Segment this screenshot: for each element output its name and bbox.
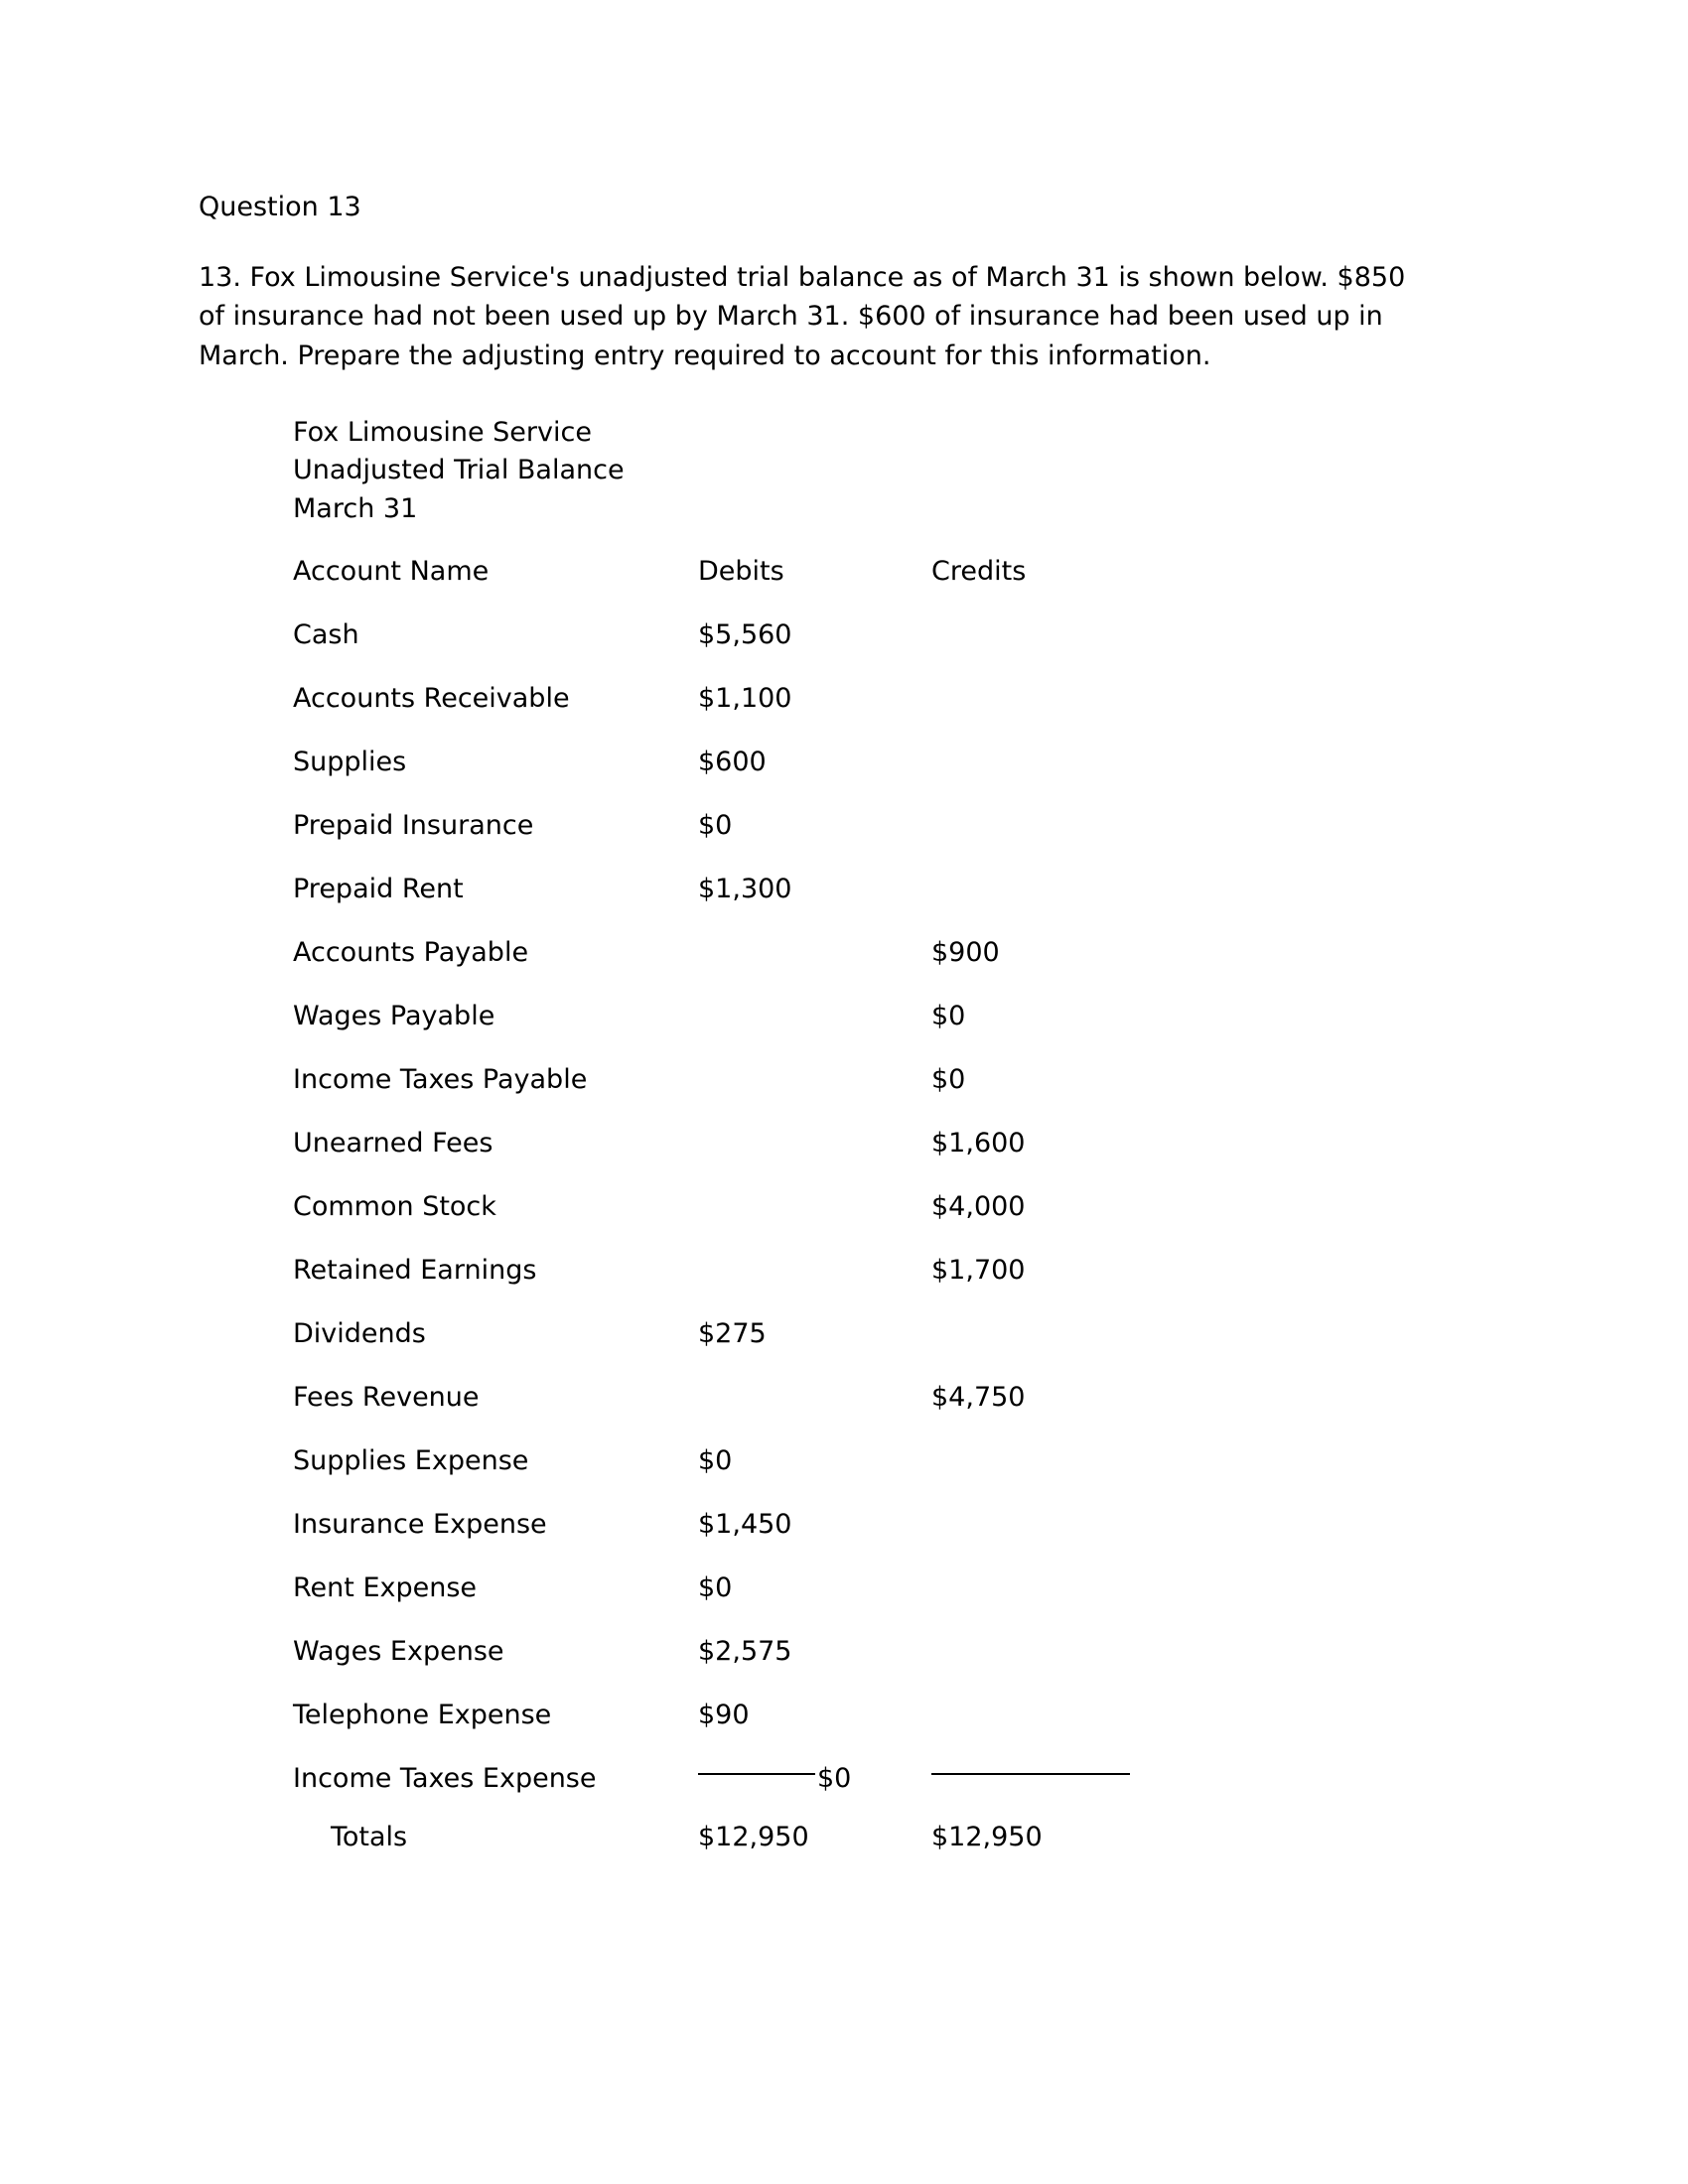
account-debit: $0 [698,809,733,841]
table-row [293,1636,1229,1700]
column-header-credits: Credits [931,555,1027,587]
account-name: Prepaid Rent [293,873,464,904]
account-name: Cash [293,618,359,650]
account-credit [931,874,1229,937]
account-debit [698,1255,931,1318]
account-credit [931,1700,1229,1763]
company-name: Fox Limousine Service [293,416,592,448]
account-name: Supplies [293,746,407,777]
column-header-account-name: Account Name [293,555,490,587]
account-debit [698,1128,931,1191]
account-credit: $4,000 [931,1190,1026,1222]
table-row [293,1445,1229,1509]
table-row [293,1382,1229,1445]
account-credit [931,1572,1229,1636]
table-row [293,1318,1229,1382]
account-name: Income Taxes Expense [293,1762,597,1794]
trial-balance-table [293,556,1229,1852]
account-debit [698,1001,931,1064]
account-credit: $1,700 [931,1254,1026,1286]
table-row [293,1064,1229,1128]
account-debit [698,1064,931,1128]
table-row [293,683,1229,747]
account-credit [931,810,1229,874]
account-debit: $90 [698,1699,750,1730]
table-row [293,1001,1229,1064]
account-debit-with-rule [698,1763,931,1822]
account-credit [931,1318,1229,1382]
question-text: 13. Fox Limousine Service's unadjusted trial balance as of March 31 is shown below. $850 of insurance had not been used up by March 31. $600 of insurance had been used up in March. Prepare the adjusting entry required to account for this information. [199,261,1406,372]
credit-total-rule [931,1773,1130,1775]
account-debit [698,1191,931,1255]
account-name: Dividends [293,1317,426,1349]
table-row [293,1128,1229,1191]
account-credit: $900 [931,936,1000,968]
table-row [293,810,1229,874]
account-credit: $0 [931,1000,966,1031]
account-debit: $5,560 [698,618,792,650]
account-name: Income Taxes Payable [293,1063,588,1095]
account-name: Fees Revenue [293,1381,480,1413]
account-name: Retained Earnings [293,1254,537,1286]
account-credit: $1,600 [931,1127,1026,1159]
account-name: Accounts Payable [293,936,529,968]
table-row [293,619,1229,683]
trial-balance-statement [293,414,1489,1852]
account-credit-with-rule [931,1763,1229,1822]
table-row [293,1255,1229,1318]
table-row [293,1572,1229,1636]
question-heading: Question 13 [199,192,361,222]
account-debit: $600 [698,746,767,777]
table-header-row [293,556,1229,619]
account-credit [931,619,1229,683]
totals-credit: $12,950 [931,1821,1043,1852]
account-debit: $0 [698,1571,733,1603]
account-name: Prepaid Insurance [293,809,534,841]
account-debit: $1,300 [698,873,792,904]
account-credit: $4,750 [931,1381,1026,1413]
statement-header [293,414,1489,528]
document-content [199,189,1489,1852]
account-credit [931,1509,1229,1572]
account-name: Wages Expense [293,1635,504,1667]
account-debit: $275 [698,1317,767,1349]
account-credit [931,1445,1229,1509]
table-row [293,1191,1229,1255]
statement-title: Unadjusted Trial Balance [293,455,625,486]
account-name: Rent Expense [293,1571,478,1603]
account-name: Accounts Receivable [293,682,570,714]
account-name: Telephone Expense [293,1699,552,1730]
table-row-final [293,1763,1229,1822]
table-row [293,1700,1229,1763]
table-row [293,747,1229,810]
account-credit [931,683,1229,747]
account-debit [698,937,931,1001]
statement-date: March 31 [293,492,418,524]
account-debit: $1,450 [698,1508,792,1540]
table-row [293,874,1229,937]
totals-label: Totals [331,1821,408,1852]
table-row-totals [293,1822,1229,1852]
account-name: Unearned Fees [293,1127,493,1159]
totals-debit: $12,950 [698,1821,809,1852]
account-debit [698,1382,931,1445]
account-name: Insurance Expense [293,1508,547,1540]
account-debit: $1,100 [698,682,792,714]
table-row [293,937,1229,1001]
account-debit: $0 [698,1444,733,1476]
debit-total-rule [698,1773,815,1775]
table-row [293,1509,1229,1572]
account-credit [931,747,1229,810]
account-name: Common Stock [293,1190,496,1222]
account-credit [931,1636,1229,1700]
account-credit: $0 [931,1063,966,1095]
account-name: Wages Payable [293,1000,495,1031]
account-debit: $0 [817,1762,852,1794]
account-debit: $2,575 [698,1635,792,1667]
account-name: Supplies Expense [293,1444,529,1476]
column-header-debits: Debits [698,555,784,587]
